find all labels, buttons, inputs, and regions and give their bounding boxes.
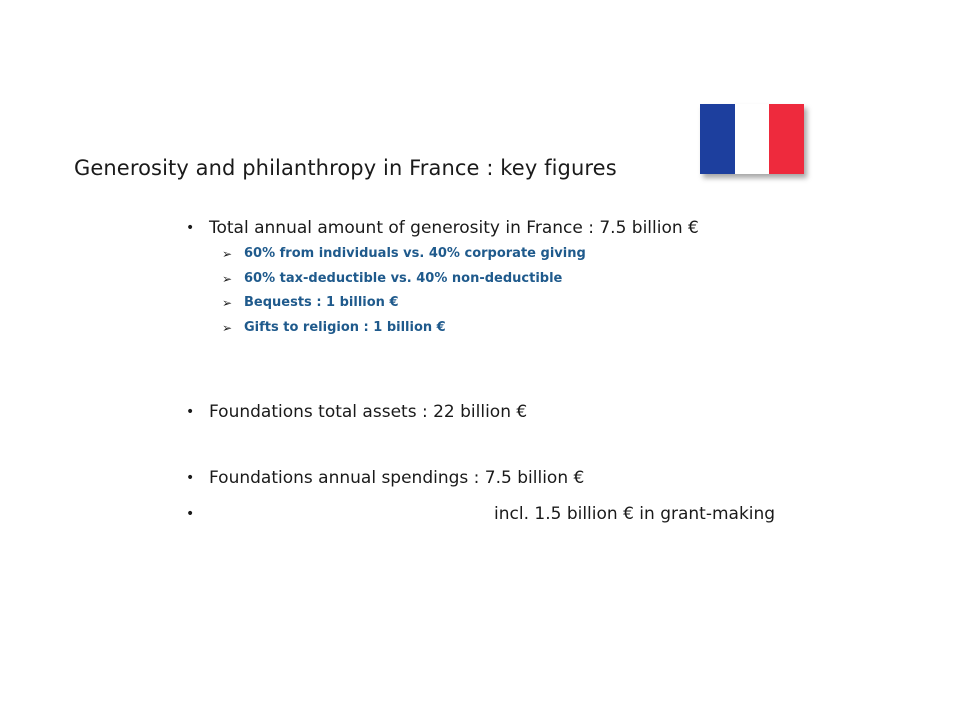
flag-stripe-blue [700,104,735,174]
sub-item-individuals-vs-corporate [222,246,586,261]
flag-stripe-red [769,104,804,174]
arrow-bullet-icon: ➢ [222,271,233,286]
bullet-icon: • [186,506,195,522]
bullet-icon: • [186,470,195,486]
flag-stripe-white [735,104,770,174]
bullet-icon: • [186,404,195,420]
slide-title: Generosity and philanthropy in France : key figures [74,156,617,180]
bullet-total-generosity: Total annual amount of generosity in France : 7.5 billion € [209,218,699,238]
arrow-bullet-icon: ➢ [222,246,233,261]
sub-item-label: Bequests : 1 billion € [244,295,399,310]
france-flag-icon [700,104,804,174]
bullet-grant-making: incl. 1.5 billion € in grant-making [494,504,776,524]
sub-item-label: 60% tax-deductible vs. 40% non-deductible [244,271,563,286]
arrow-bullet-icon: ➢ [222,320,233,335]
arrow-bullet-icon: ➢ [222,295,233,310]
sub-item-label: 60% from individuals vs. 40% corporate giving [244,246,586,261]
sub-item-gifts-religion [222,320,446,335]
bullet-icon: • [186,220,195,236]
sub-item-bequests [222,295,399,310]
bullet-foundations-assets: Foundations total assets : 22 billion € [209,402,528,422]
bullet-foundations-spendings: Foundations annual spendings : 7.5 billion € [209,468,585,488]
sub-item-tax-deductible [222,271,562,286]
sub-item-label: Gifts to religion : 1 billion € [244,320,446,335]
